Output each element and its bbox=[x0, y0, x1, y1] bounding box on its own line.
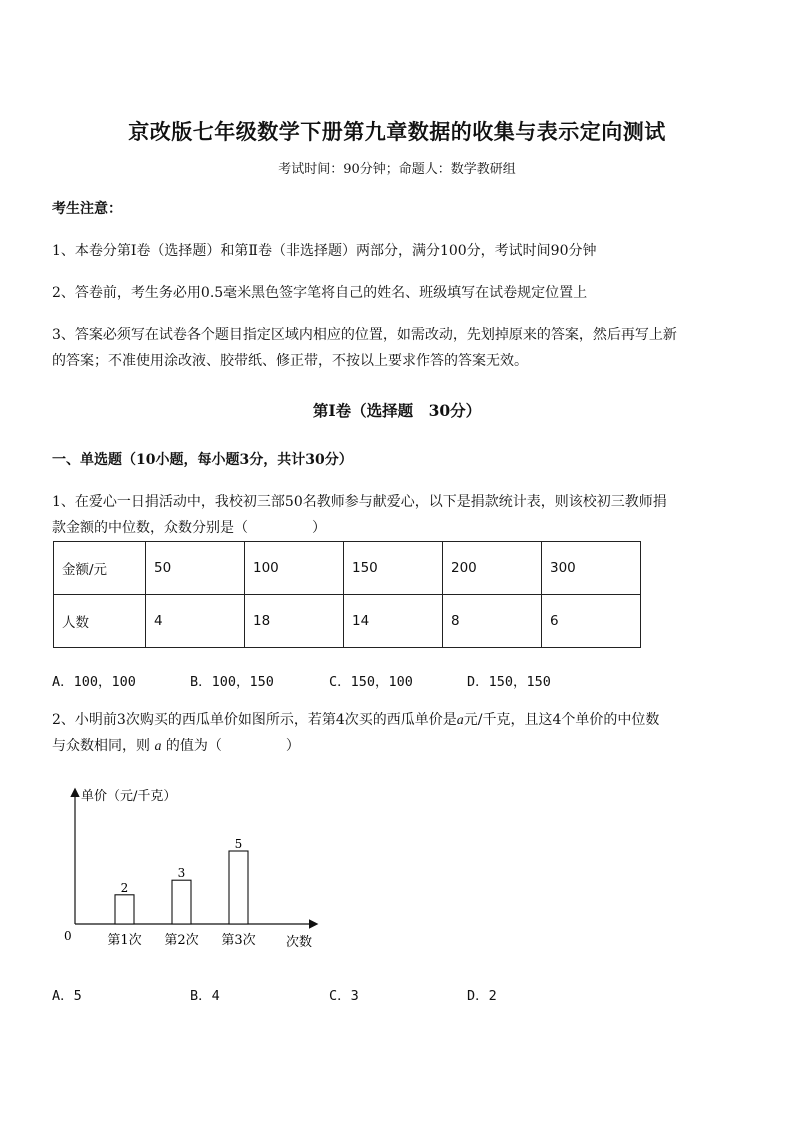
q1-text-line2 bbox=[52, 515, 752, 541]
origin-label: 0 bbox=[64, 929, 72, 943]
bar-value-label: 5 bbox=[234, 837, 243, 851]
table-cell: 金额/元 bbox=[54, 542, 146, 595]
table-cell: 150 bbox=[344, 542, 443, 595]
notice-heading: 考生注意： bbox=[52, 201, 122, 217]
table-cell: 8 bbox=[443, 595, 542, 648]
bar-group bbox=[107, 837, 255, 948]
notice-item-2: 2、答卷前，考生务必用0.5毫米黑色签字笔将自己的姓名、班级填写在试卷规定位置上 bbox=[52, 285, 588, 301]
table-cell: 200 bbox=[443, 542, 542, 595]
table-cell: 4 bbox=[146, 595, 245, 648]
exam-subtitle: 考试时间：90分钟；命题人：数学教研组 bbox=[278, 162, 516, 177]
table-cell: 6 bbox=[542, 595, 641, 648]
notice-item-1: 1、本卷分第Ⅰ卷（选择题）和第Ⅱ卷（非选择题）两部分，满分100分，考试时间90分钟 bbox=[52, 243, 597, 259]
category-label: 第2次 bbox=[164, 933, 199, 948]
table-row bbox=[54, 542, 641, 595]
table-cell: 人数 bbox=[54, 595, 146, 648]
part1-title: 第Ⅰ卷（选择题 30分） bbox=[312, 401, 482, 420]
q2-text-end: ） bbox=[285, 738, 300, 754]
bar-2 bbox=[172, 880, 191, 924]
q2-text-suffix2: 的值为（ bbox=[165, 738, 222, 754]
table-row bbox=[54, 595, 641, 648]
exam-title: 京改版七年级数学下册第九章数据的收集与表示定向测试 bbox=[128, 119, 666, 144]
q1-text-prefix: 款金额的中位数，众数分别是（ bbox=[52, 520, 248, 536]
bar-value-label: 2 bbox=[120, 880, 129, 895]
y-axis-label: 单价（元/千克） bbox=[81, 789, 177, 804]
notice-item-3-cont: 的答案；不准使用涂改液、胶带纸、修正带，不按以上要求作答的答案无效。 bbox=[52, 353, 528, 369]
q2-option-d[interactable]: D．2 bbox=[467, 988, 497, 1004]
table-cell: 50 bbox=[146, 542, 245, 595]
q2-text-prefix: 2、小明前3次购买的西瓜单价如图所示，若第4次买的西瓜单价是 bbox=[52, 712, 457, 728]
q2-text-prefix2: 与众数相同，则 bbox=[52, 738, 150, 754]
table-cell: 100 bbox=[245, 542, 344, 595]
table-cell: 18 bbox=[245, 595, 344, 648]
q2-option-a[interactable]: A．5 bbox=[52, 988, 82, 1004]
q2-text-suffix: 元/千克，且这4个单价的中位数 bbox=[463, 712, 660, 728]
donation-table bbox=[53, 541, 641, 648]
q2-option-b[interactable]: B．4 bbox=[190, 988, 220, 1004]
q1-text-line1: 1、在爱心一日捐活动中，我校初三部50名教师参与献爱心，以下是捐款统计表，则该校初三教师捐 bbox=[52, 494, 667, 510]
bar-value-label: 3 bbox=[177, 866, 186, 881]
category-label: 第3次 bbox=[221, 933, 256, 948]
bar-3 bbox=[229, 851, 248, 924]
notice-item-3: 3、答案必须写在试卷各个题目指定区域内相应的位置，如需改动，先划掉原来的答案，然后再写上新 bbox=[52, 327, 677, 343]
table-cell: 300 bbox=[542, 542, 641, 595]
q2-variable: a bbox=[456, 713, 464, 728]
q2-text-line1 bbox=[52, 707, 752, 734]
q2-text-line2 bbox=[52, 733, 752, 760]
q2-variable-2: a bbox=[154, 739, 162, 754]
category-label: 第1次 bbox=[107, 933, 142, 948]
q1-option-d[interactable]: D．150，150 bbox=[467, 674, 551, 690]
table-cell: 14 bbox=[344, 595, 443, 648]
bar-1 bbox=[115, 895, 134, 924]
q2-option-c[interactable]: C．3 bbox=[329, 988, 359, 1004]
x-axis-label: 次数 bbox=[286, 935, 313, 950]
q1-option-a[interactable]: A．100，100 bbox=[52, 674, 136, 690]
q1-option-c[interactable]: C．150，100 bbox=[329, 674, 413, 690]
q1-text-suffix: ） bbox=[312, 520, 326, 536]
price-bar-chart bbox=[50, 778, 340, 953]
section1-title: 一、单选题（10小题，每小题3分，共计30分） bbox=[52, 452, 353, 468]
q1-option-b[interactable]: B．100，150 bbox=[190, 674, 274, 690]
